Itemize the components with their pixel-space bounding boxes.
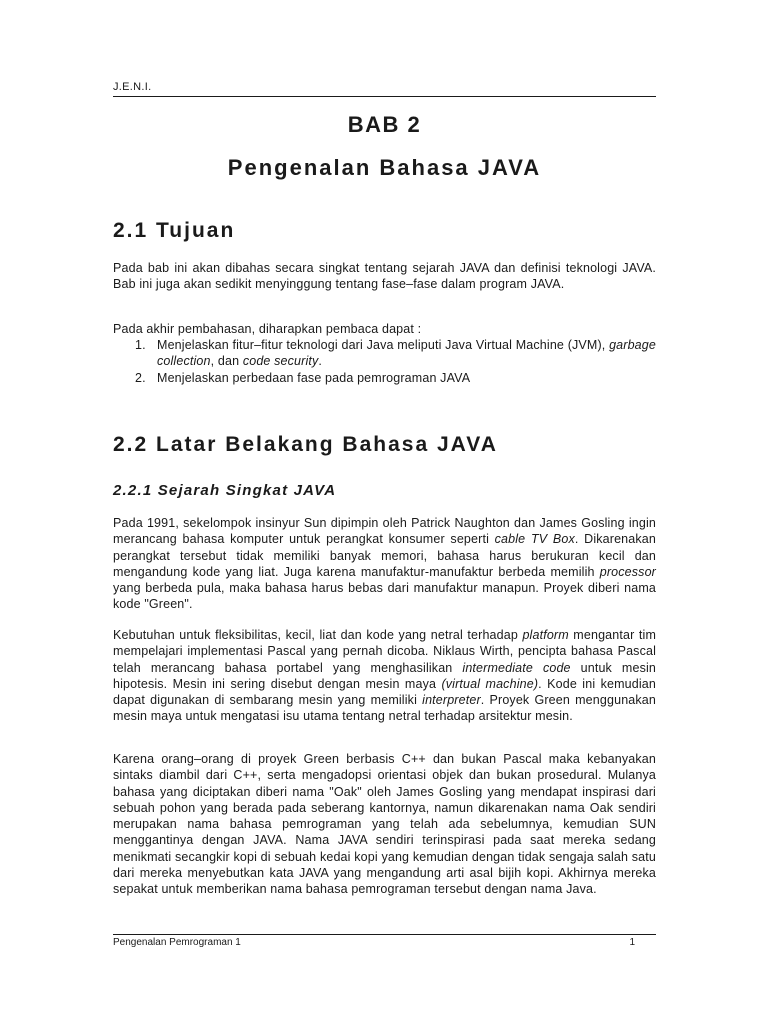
objectives-list (113, 337, 656, 386)
list-item-number: 1. (135, 338, 146, 352)
paragraph-sejarah-1: Pada 1991, sekelompok insinyur Sun dipimpin oleh Patrick Naughton dan James Gosling ingin merancang bahasa komputer untuk perangkat konsumer seperti cable TV Box. Dikarenakan perangkat tersebut tidak memiliki banyak memori, bahasa harus berukuran kecil dan mengandung kode yang liat. Juga karena manufaktur-manufaktur berbeda memilih processor yang berbeda pula, maka bahasa harus bebas dari manufaktur manapun. Proyek diberi nama kode "Green". (113, 516, 656, 612)
list-item-text: Menjelaskan fitur–fitur teknologi dari Java meliputi Java Virtual Machine (JVM), (157, 338, 610, 352)
subsection-heading-sejarah: 2.2.1 Sejarah Singkat JAVA (113, 482, 337, 499)
list-item-term: garbage collection (157, 338, 656, 369)
running-header: J.E.N.I. (113, 81, 152, 93)
list-item-text: Menjelaskan perbedaan fase pada pemrograman JAVA (157, 370, 471, 385)
paragraph-sejarah-3: Karena orang–orang di proyek Green berbasis C++ dan bukan Pascal maka kebanyakan sintaks diambil dari C++, serta mengadopsi orientasi objek dan bukan prosedural. Mulanya bahasa yang diciptakan diberi nama "Oak" oleh James Gosling yang mendapat inspirasi dari sebuah pohon yang berada pada seberang kantornya, namun dikarenakan nama Oak sendiri merupakan nama bahasa pemrograman yang telah ada sebelumnya, kemudian SUN menggantinya dengan JAVA. Nama JAVA sendiri terinspirasi pada saat mereka sedang menikmati secangkir kopi di sebuah kedai kopi yang kemudian dengan tidak sengaja salah satu dari mereka menyebutkan kata JAVA yang mengandung arti asal bijih kopi. Akhirnya mereka sepakat untuk memberikan nama bahasa pemrograman tersebut dengan nama Java. (113, 752, 656, 897)
section-heading-latar-belakang: 2.2 Latar Belakang Bahasa JAVA (113, 433, 498, 456)
list-item (113, 370, 656, 386)
list-item-term: code security (242, 354, 319, 369)
chapter-number: BAB 2 (347, 112, 422, 137)
chapter-title: Pengenalan Bahasa JAVA (227, 155, 542, 180)
paragraph-tujuan-lead: Pada akhir pembahasan, diharapkan pembaca dapat : (113, 322, 422, 336)
paragraph-tujuan-intro: Pada bab ini akan dibahas secara singkat tentang sejarah JAVA dan definisi teknologi JAVA. Bab ini juga akan sedikit menyinggung tentang fase–fase dalam program JAVA. (113, 261, 656, 292)
page-number: 1 (629, 937, 635, 948)
list-item-text: . (318, 354, 323, 369)
footer-rule (113, 934, 656, 935)
section-heading-tujuan: 2.1 Tujuan (113, 219, 236, 242)
footer-title: Pengenalan Pemrograman 1 (113, 937, 241, 948)
list-item-text: , dan (210, 354, 243, 369)
list-item-number: 2. (135, 370, 146, 385)
list-item (113, 337, 656, 370)
paragraph-sejarah-2: Kebutuhan untuk fleksibilitas, kecil, liat dan kode yang netral terhadap platform mengantar tim mempelajari implementasi Pascal yang pernah dicoba. Niklaus Wirth, pencipta bahasa Pascal telah merancang bahasa portabel yang menghasilikan intermediate code untuk mesin hipotesis. Mesin ini sering disebut dengan mesin maya (virtual machine). Kode ini kemudian dapat digunakan di sembarang mesin yang memiliki interpreter. Proyek Green menggunakan mesin maya untuk mengatasi isu utama tentang netral terhadap arsitektur mesin. (113, 628, 657, 724)
header-rule (113, 96, 656, 97)
